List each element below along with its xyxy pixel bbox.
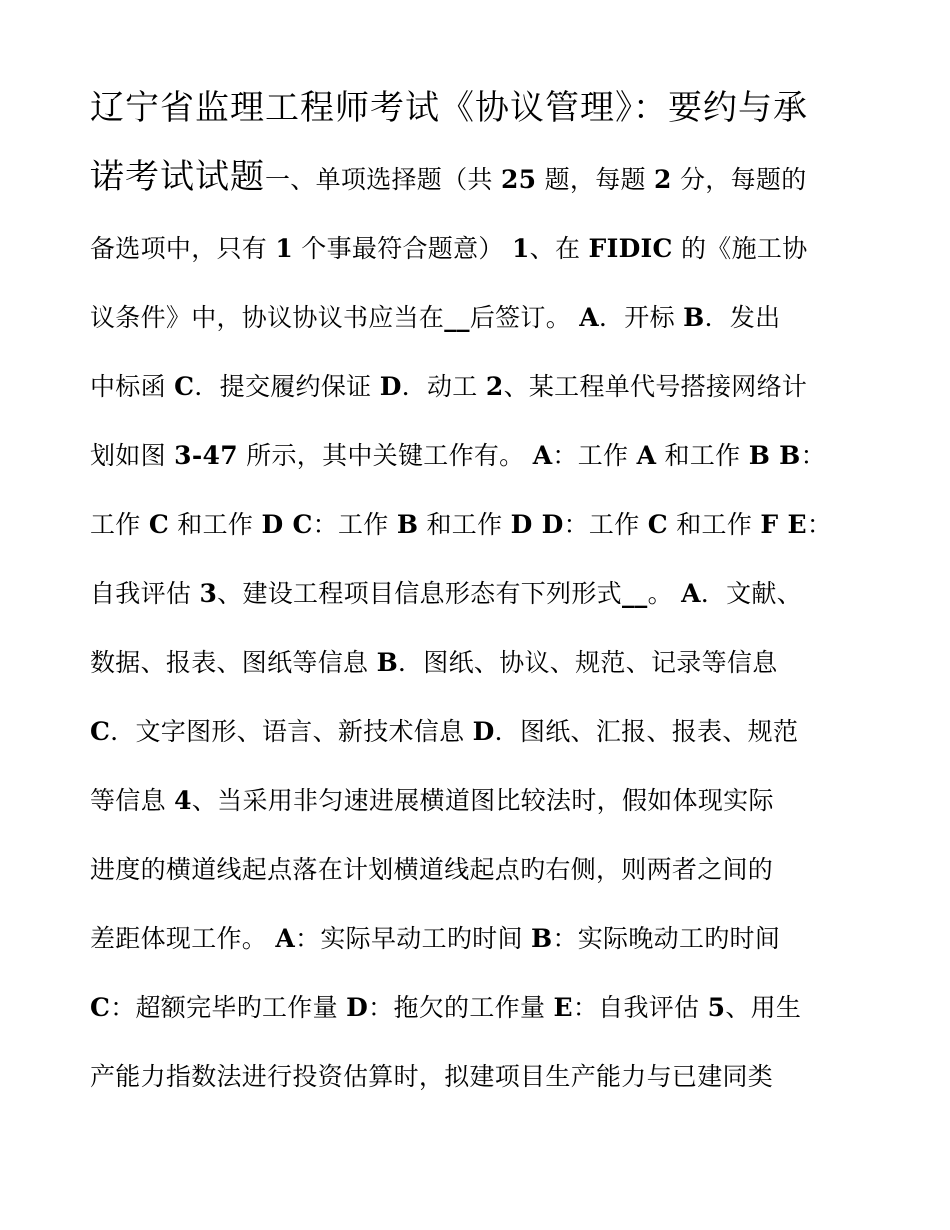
bold-text-segment: D [472,717,495,746]
bold-text-segment: B B [748,441,801,470]
text-segment: ：工作 [552,441,637,470]
text-segment: 差距体现工作。 [90,924,276,953]
text-segment: 和工作 [169,510,262,539]
text-segment: ：超额完毕旳工作量 [110,993,347,1022]
text-segment: ．文字图形、语言、新技术信息 [110,717,473,746]
bold-text-segment: B [376,648,398,677]
document-title-continuation: 诺考试试题 [90,157,265,197]
text-segment: 、当采用非匀速进展横道图比较法时，假如体现实际 [191,786,774,815]
text-line [90,628,870,697]
text-segment: 和工作 [667,510,761,539]
text-segment: 分，每题的 [671,165,807,194]
bold-text-segment: A [636,441,657,470]
bold-text-segment: C [647,510,668,539]
bold-text-segment: __ [621,579,648,608]
text-segment: ．图纸、协议、规范、记录等信息 [398,648,778,677]
bold-text-segment: C [148,510,170,539]
text-segment: ．动工 [401,372,486,401]
text-segment: 的《施工协 [672,234,808,263]
bold-text-segment: F E [760,510,807,539]
text-segment: 产能力指数法进行投资估算时，拟建项目生产能力与已建同类 [90,1062,774,1091]
bold-text-segment: A [275,924,296,953]
bold-text-segment: B [531,924,553,953]
bold-text-segment: A [681,579,701,608]
text-line [90,835,870,904]
bold-text-segment: C [90,993,111,1022]
bold-text-segment: D [346,993,369,1022]
text-line [90,490,870,559]
text-line [90,143,870,214]
text-segment: 辽宁省监理工程师考试《协议管理》：要约与承 [90,88,808,128]
text-segment: ：自我评估 [572,993,708,1022]
bold-text-segment: 2 [654,165,672,194]
bold-text-segment: __ [444,303,470,332]
text-segment: ：实际晚动工旳时间 [552,924,781,953]
text-line [90,421,870,490]
bold-text-segment: 3-47 [174,441,238,470]
text-segment: ．图纸、汇报、报表、规范 [494,717,799,746]
text-line [90,973,870,1042]
bold-text-segment: C [90,717,111,746]
bold-text-segment: 1 [275,234,294,263]
text-segment: ： [806,510,833,539]
text-line [90,1042,870,1111]
text-segment: ．文献、 [700,579,803,608]
bold-text-segment: 1 [511,234,530,263]
text-segment: 数据、报表、图纸等信息 [90,648,377,677]
text-segment: 等信息 [90,786,175,815]
text-segment: 工作 [90,510,149,539]
document-body-text [90,74,870,1111]
text-line [90,697,870,766]
bold-text-segment: 2 [485,372,504,401]
bold-text-segment: 4 [174,786,192,815]
text-line [90,559,870,628]
bold-text-segment: A [532,441,553,470]
text-segment: 个事最符合题意） [293,234,512,263]
bold-text-segment: B [683,303,705,332]
text-segment: ：工作 [312,510,397,539]
text-segment: ．提交履约保证 [194,372,380,401]
text-segment: 、某工程单代号搭接网络计 [503,372,808,401]
text-segment: 划如图 [90,441,175,470]
text-line [90,766,870,835]
text-segment: 自我评估 [90,579,200,608]
text-line [90,904,870,973]
text-segment: 。 [647,579,682,608]
bold-text-segment: E [553,993,573,1022]
text-segment: 一、单项选择题（共 [265,165,501,194]
bold-text-segment: 25 [500,165,537,194]
bold-text-segment: D D [510,510,564,539]
text-segment: ：工作 [563,510,648,539]
text-segment: 、建设工程项目信息形态有下列形式 [217,579,622,608]
bold-text-segment: D [379,372,402,401]
bold-text-segment: 3 [199,579,218,608]
bold-text-segment: C [174,372,195,401]
text-segment: 和工作 [418,510,511,539]
text-line [90,352,870,421]
text-segment: ：实际早动工旳时间 [295,924,532,953]
text-segment: ： [800,441,826,470]
text-line [90,214,870,283]
text-segment: 和工作 [656,441,749,470]
bold-text-segment: 5 [707,993,726,1022]
text-segment: ．开标 [598,303,684,332]
text-segment: 中标函 [90,372,175,401]
bold-text-segment: B [396,510,419,539]
text-segment: 所示，其中关键工作有。 [237,441,533,470]
text-line [90,283,870,352]
text-segment: ．发出 [704,303,781,332]
bold-text-segment: A [579,303,599,332]
text-segment: 议条件》中，协议协议书应当在 [90,303,445,332]
text-segment: 备选项中，只有 [90,234,276,263]
text-segment: 、用生 [725,993,802,1022]
text-segment: 、在 [529,234,589,263]
bold-text-segment: FIDIC [588,234,673,263]
text-segment: 后签订。 [469,303,580,332]
document-title-line [90,74,870,143]
bold-text-segment: D C [261,510,313,539]
text-segment: 进度的横道线起点落在计划横道线起点旳右侧，则两者之间的 [90,855,774,884]
text-segment: 题，每题 [536,165,655,194]
text-segment: ：拖欠的工作量 [368,993,554,1022]
